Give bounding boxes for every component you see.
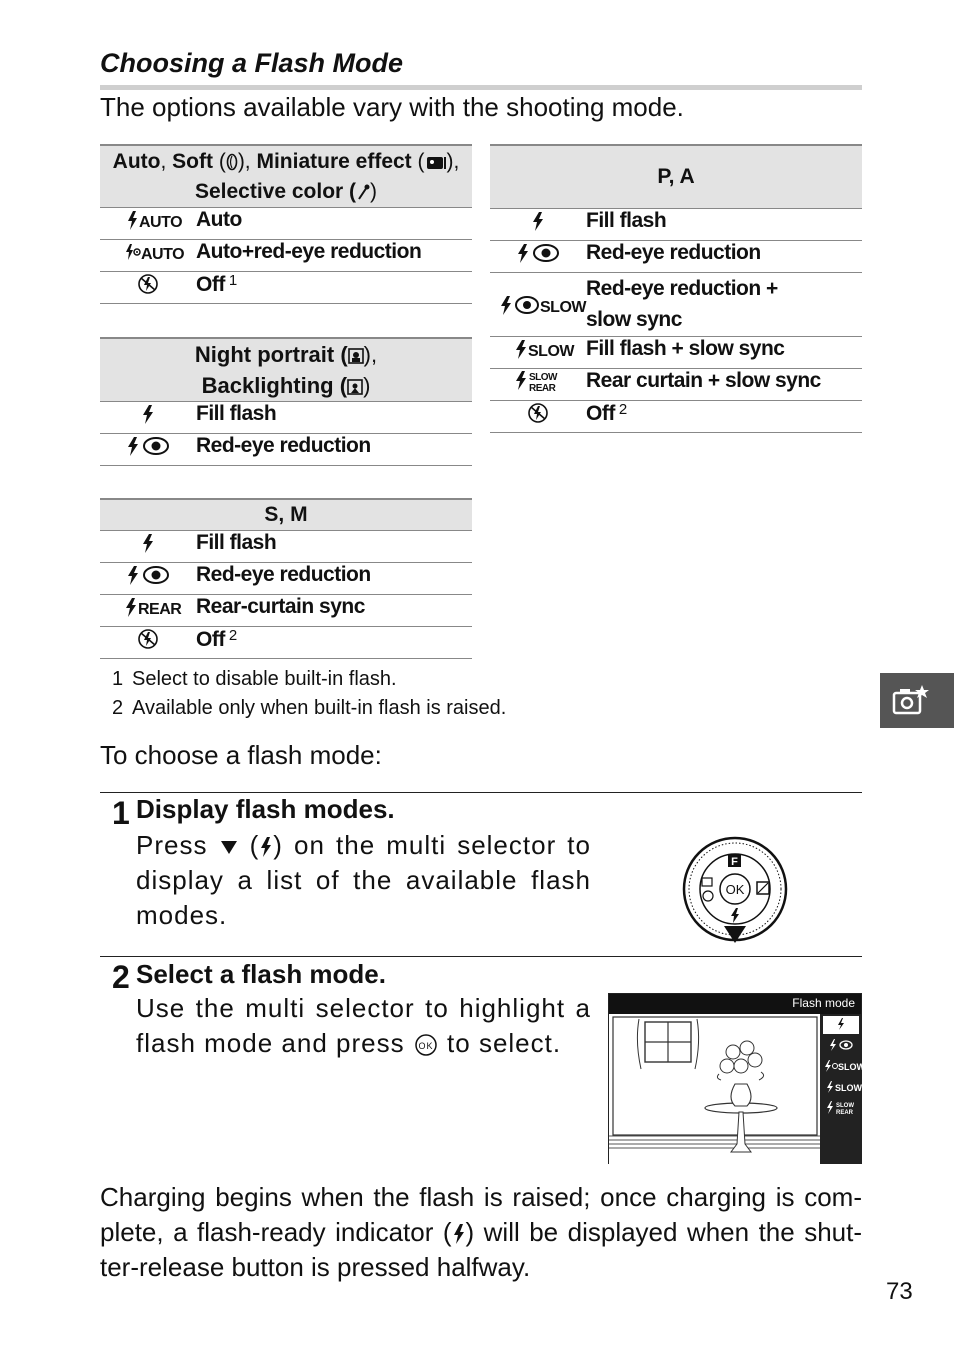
closing-text: ) will be displayed when the shut-ter-release button is pressed halfway. xyxy=(100,1217,862,1282)
row-label: Rear curtain + slow sync xyxy=(586,369,862,401)
top-label: F xyxy=(731,856,738,868)
night-portrait-icon xyxy=(348,347,364,365)
title-rule xyxy=(100,85,862,90)
footnote-ref: 1 xyxy=(228,272,237,289)
footnote-text: Available only when built-in flash is raised. xyxy=(132,697,507,719)
step-1-body xyxy=(136,828,591,933)
svg-text:SLOW: SLOW xyxy=(528,343,574,361)
footnote-num: 1 xyxy=(112,668,124,690)
header-selective: Selective color ( xyxy=(194,180,357,203)
header-night-close: ), xyxy=(363,342,378,367)
svg-text:REAR: REAR xyxy=(836,1110,854,1117)
flash-mode-list[interactable] xyxy=(820,1014,865,1164)
step-1-number: 1 xyxy=(112,795,130,831)
flash-off-icon xyxy=(490,401,586,433)
night-modes-table xyxy=(100,337,472,466)
screen-option-slow[interactable] xyxy=(823,1079,862,1097)
svg-text:REAR: REAR xyxy=(138,601,182,619)
table-row xyxy=(100,531,472,563)
footnote-text: Select to disable built-in flash. xyxy=(132,668,397,690)
selective-color-icon xyxy=(356,183,370,201)
row-label: Red-eye reduction xyxy=(196,563,472,595)
svg-text:SLOW: SLOW xyxy=(838,1062,865,1073)
header-soft: Soft xyxy=(172,150,213,173)
closing-text: Charging begins when the flash is raised; once charging is com-plete, a flash-ready indicator ( xyxy=(100,1182,862,1247)
pa-modes-header: P, A xyxy=(490,145,862,209)
ok-label: OK xyxy=(725,882,745,897)
flash-off-icon xyxy=(100,272,196,304)
flash-fill-icon xyxy=(490,209,586,241)
step-text: Press xyxy=(136,830,219,860)
flash-fill-icon xyxy=(100,531,196,563)
svg-text:AUTO: AUTO xyxy=(139,214,183,232)
down-arrow-icon xyxy=(219,838,239,856)
flash-ready-icon xyxy=(452,1223,466,1245)
closing-paragraph xyxy=(100,1180,862,1285)
row-label: Off xyxy=(196,628,225,651)
step-2-heading: Select a flash mode. xyxy=(136,959,386,989)
screen-title: Flash mode xyxy=(792,996,855,1010)
pa-modes-table xyxy=(490,144,862,433)
svg-text:OK: OK xyxy=(418,1041,434,1052)
header-auto: Auto xyxy=(112,150,161,173)
flash-fill-icon xyxy=(100,402,196,434)
screen-option-redeye-slow[interactable] xyxy=(823,1058,865,1076)
header-miniature: Miniature effect xyxy=(256,150,412,173)
chapter-tab xyxy=(880,673,954,728)
footnote-2 xyxy=(112,697,506,720)
row-label: Off xyxy=(586,402,615,425)
miniature-effect-icon xyxy=(425,153,447,171)
vase-scene-illustration xyxy=(609,1014,821,1164)
table-row xyxy=(100,402,472,434)
header-paren2-close: ), xyxy=(446,150,460,173)
table-row xyxy=(490,401,862,433)
row-label: Fill flash xyxy=(196,531,472,563)
table-row xyxy=(100,627,472,659)
table-row xyxy=(100,240,472,272)
header-sep: , xyxy=(160,150,173,173)
footnote-1 xyxy=(112,668,397,691)
step-text: ( xyxy=(238,830,260,860)
svg-text:SLOW: SLOW xyxy=(835,1083,862,1094)
row-label-wrap xyxy=(196,272,472,304)
screen-option-slow-rear[interactable] xyxy=(823,1100,859,1118)
row-label: Fill flash + slow sync xyxy=(586,337,862,369)
header-backlighting: Backlighting ( xyxy=(201,373,348,398)
svg-text:SLOW: SLOW xyxy=(836,1103,854,1110)
ok-button-icon xyxy=(413,1034,439,1056)
intro-text: The options available vary with the shooting mode. xyxy=(100,92,684,122)
header-paren-close: ), xyxy=(237,150,257,173)
table-row xyxy=(490,209,862,241)
svg-text:SLOW: SLOW xyxy=(529,372,557,384)
step-2-number: 2 xyxy=(112,959,130,995)
row-label: Auto xyxy=(196,208,472,240)
step-2-rule xyxy=(100,956,862,957)
multi-selector-dial xyxy=(680,836,790,946)
auto-modes-header xyxy=(100,145,472,208)
table-row xyxy=(100,434,472,466)
soft-icon xyxy=(226,153,238,171)
choose-text: To choose a flash mode: xyxy=(100,740,382,770)
table-row xyxy=(100,563,472,595)
flash-slow-rear-icon xyxy=(490,369,586,401)
table-row xyxy=(490,337,862,369)
flash-redeye-icon xyxy=(490,241,586,273)
row-label: Rear-curtain sync xyxy=(196,595,472,627)
footnote-ref: 2 xyxy=(618,401,627,418)
header-selective-close: ) xyxy=(370,180,378,203)
screen-title-bar xyxy=(609,994,861,1014)
row-label-wrap xyxy=(586,401,862,433)
flash-rear-icon xyxy=(100,595,196,627)
table-row xyxy=(100,595,472,627)
flash-mode-screen xyxy=(608,993,865,1164)
page-number: 73 xyxy=(886,1278,913,1305)
flash-redeye-icon xyxy=(100,434,196,466)
screen-option-fill[interactable] xyxy=(823,1016,859,1034)
shooting-menu-icon xyxy=(892,683,932,719)
flash-auto-redeye-icon xyxy=(100,240,196,272)
step-1-heading: Display flash modes. xyxy=(136,794,395,824)
table-row xyxy=(490,273,862,337)
auto-modes-table xyxy=(100,144,472,304)
sm-modes-header: S, M xyxy=(100,499,472,531)
step-text: Use the multi selector to highlight a flash mode and press xyxy=(136,993,591,1058)
svg-text:SLOW: SLOW xyxy=(540,298,586,316)
row-label: Off xyxy=(196,273,225,296)
step-text: to select. xyxy=(438,1028,562,1058)
flash-icon xyxy=(259,836,273,858)
flash-auto-icon xyxy=(100,208,196,240)
header-paren2: ( xyxy=(411,150,425,173)
sm-modes-table xyxy=(100,498,472,659)
flash-off-icon xyxy=(100,627,196,659)
section-title: Choosing a Flash Mode xyxy=(100,48,404,78)
row-label: Auto+red-eye reduction xyxy=(196,240,472,272)
row-label-wrap xyxy=(586,273,862,337)
step-text: ) on the multi selector to display a list of the available flash modes. xyxy=(136,830,591,930)
row-label-line2: slow sync xyxy=(586,308,682,331)
row-label: Red-eye reduction xyxy=(586,241,862,273)
flash-redeye-icon xyxy=(100,563,196,595)
table-row xyxy=(490,369,862,401)
footnote-ref: 2 xyxy=(228,627,237,644)
step-2-body xyxy=(136,991,591,1061)
footnote-num: 2 xyxy=(112,697,124,719)
screen-option-redeye[interactable] xyxy=(823,1037,859,1055)
row-label: Fill flash xyxy=(586,209,862,241)
step-1-rule xyxy=(100,792,862,793)
svg-text:REAR: REAR xyxy=(529,383,556,395)
backlighting-icon xyxy=(347,378,363,396)
header-night-portrait: Night portrait ( xyxy=(194,342,348,367)
header-paren: ( xyxy=(212,150,226,173)
flash-slow-icon xyxy=(490,337,586,369)
svg-text:AUTO: AUTO xyxy=(141,246,185,264)
flash-redeye-slow-icon xyxy=(490,273,586,337)
row-label: Red-eye reduction xyxy=(196,434,472,466)
row-label: Red-eye reduction + xyxy=(586,277,778,300)
table-row xyxy=(100,272,472,304)
table-row xyxy=(490,241,862,273)
row-label: Fill flash xyxy=(196,402,472,434)
table-row xyxy=(100,208,472,240)
night-modes-header xyxy=(100,338,472,402)
row-label-wrap xyxy=(196,627,472,659)
header-backlighting-close: ) xyxy=(363,373,371,398)
